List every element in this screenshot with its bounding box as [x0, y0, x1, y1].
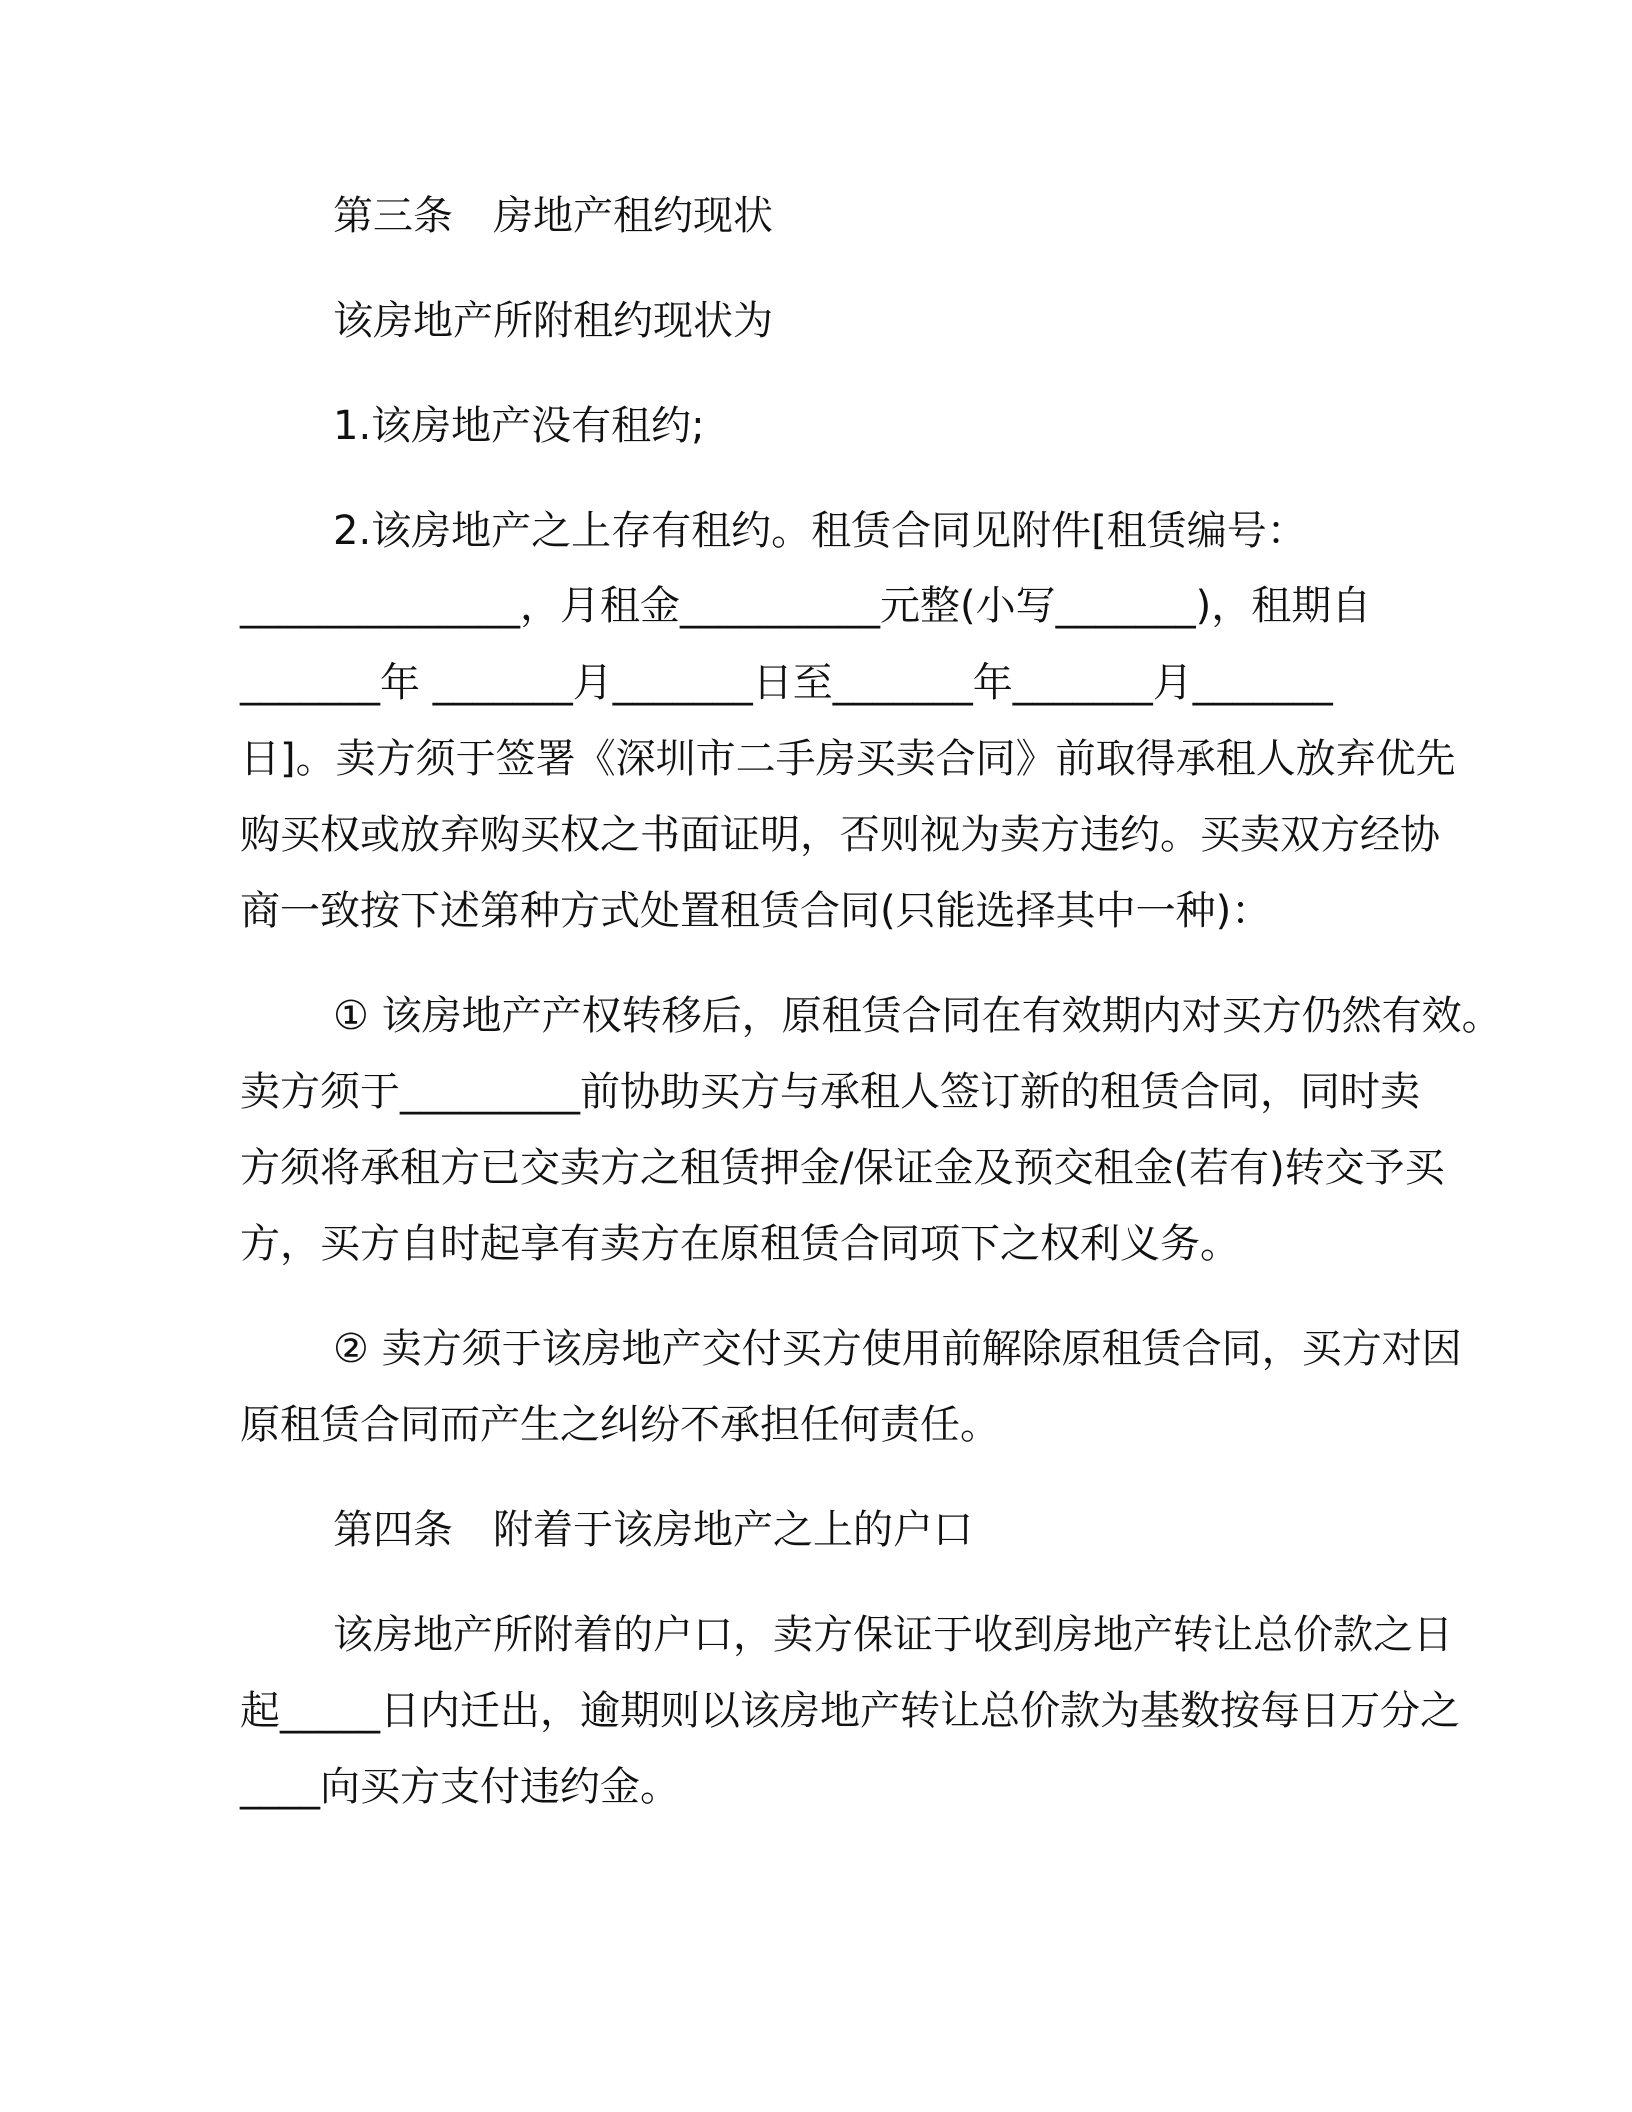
paragraph-line: 方，买方自时起享有卖方在原租赁合同项下之权利义务。: [240, 1221, 1240, 1267]
paragraph-line: 1.该房地产没有租约;: [333, 403, 705, 449]
paragraph-line: 该房地产所附着的户口，卖方保证于收到房地产转让总价款之日: [333, 1612, 1453, 1658]
paragraph-line: _______年 _______月_______日至_______年_______月_______: [240, 660, 1333, 706]
paragraph-line: 2.该房地产之上存有租约。租赁合同见附件[租赁编号：: [333, 508, 1307, 554]
paragraph-line: 该房地产所附租约现状为: [333, 298, 773, 344]
article-4-heading: 第四条 附着于该房地产之上的户口: [333, 1507, 973, 1553]
article-3-heading: 第三条 房地产租约现状: [333, 193, 773, 239]
option-1-line: ① 该房地产产权转移后，原租赁合同在有效期内对买方仍然有效。: [333, 993, 1502, 1039]
paragraph-line: 日]。卖方须于签署《深圳市二手房买卖合同》前取得承租人放弃优先: [240, 736, 1456, 782]
paragraph-line: 卖方须于_________前协助买方与承租人签订新的租赁合同，同时卖: [240, 1069, 1420, 1115]
paragraph-line: 方须将承租方已交卖方之租赁押金/保证金及预交租金(若有)转交予买: [240, 1145, 1445, 1191]
paragraph-line: 原租赁合同而产生之纠纷不承担任何责任。: [240, 1402, 1000, 1448]
paragraph-line: 购买权或放弃购买权之书面证明，否则视为卖方违约。买卖双方经协: [240, 812, 1440, 858]
paragraph-line: ______________，月租金__________元整(小写_______)，租期自: [240, 583, 1372, 629]
paragraph-line: 起_____日内迁出，逾期则以该房地产转让总价款为基数按每日万分之: [240, 1688, 1460, 1734]
option-2-line: ② 卖方须于该房地产交付买方使用前解除原租赁合同，买方对因: [333, 1326, 1462, 1372]
paragraph-line: ____向买方支付违约金。: [240, 1764, 680, 1810]
paragraph-line: 商一致按下述第种方式处置租赁合同(只能选择其中一种)：: [240, 888, 1272, 934]
